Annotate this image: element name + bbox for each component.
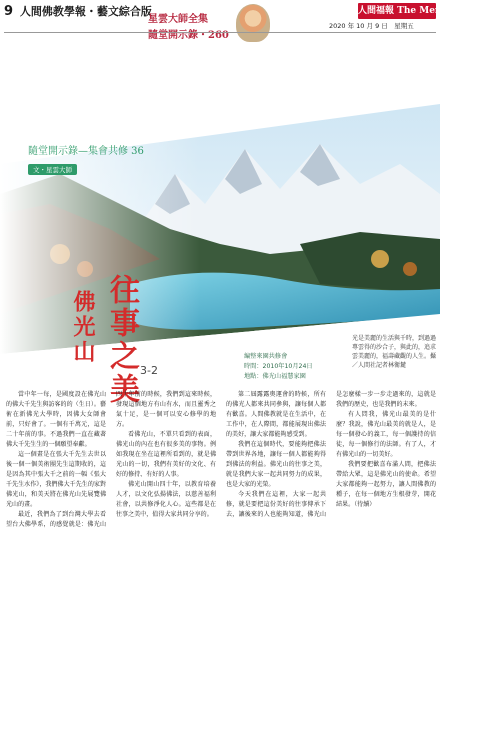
part-number: 3-2 <box>140 364 158 377</box>
newspaper-logo: 人間福報 The Merit Times <box>358 3 436 19</box>
section-title: 人間佛教學報・藝文綜合版 <box>19 5 152 18</box>
author-tag: 文・星雲大師 <box>28 164 77 175</box>
header-rule <box>4 32 436 33</box>
feature-photo-area <box>0 54 440 434</box>
landscape-photo <box>0 54 440 434</box>
masthead <box>0 0 481 54</box>
paragraph: 這一個畫是在張大千先生去世以後一個一個美術團先生這期收的，這是因為其中張大千之前的一幅《張大千先生水作》，我們佛大千先生的家對佛光山，和美天將在佛光山先展覽佛光山的畫。 <box>6 451 106 508</box>
paragraph: 我們在這個時代，要能夠把佛法帶到世界各地，讓每一個人都能夠得到佛法的利益。佛光山的往事之美，就是我們大家一起共同努力的成果，也是大家的光榮。 <box>226 441 326 488</box>
banner-line2: 隨堂開示錄・260 <box>148 30 229 41</box>
photo-caption: 光是美麗的生活與千時，到過過專雲得的沙合子，與此的，追求雲美麗的，福壽藏觀的人生。攝／人間社記者林衛麓 <box>352 335 437 369</box>
master-portrait-image <box>236 4 270 42</box>
column-name: 隨堂開示錄—集會共修 36 <box>28 146 144 157</box>
issue-date: 2020 年 10 月 9 日 星期五 <box>329 22 414 30</box>
meta-line3: 地點：佛光山福慧家園 <box>244 373 306 380</box>
meta-line1: 編整來園共修會 <box>244 353 288 360</box>
paragraph: 第二屆露露奧運會的時候，所有的佛光人都來共同參與，讓每個人都有歡喜。人間佛教就是在生活中，在工作中，在人際間，都能展現出佛法的美好，讓大家都能夠感受到。 <box>226 391 326 438</box>
page-number: 9 <box>4 4 14 19</box>
paragraph: 看佛光山，不單只看到的表面，佛光山的內在也有很多美的事物。例如我現在坐在這裡所看到的，就是佛光山的一切，我們有美好的文化、有好的修持、有好的人事。 <box>116 431 216 478</box>
paragraph: 最近，我們為了到台灣大學去看望台大佛學系，的感覺就是：佛光山四十年前的時候，我們到這來時候，發現這個地方有山有水，而且靈秀之氣十足，是一個可以安心修學的地方。 <box>6 391 216 528</box>
event-meta <box>244 352 340 382</box>
paragraph: 有人問我，佛光山最美的是什麼？我說，佛光山最美的就是人，是每一個發心的義工，每一個護持的信徒，每一個修行的法師。有了人，才有佛光山的一切美好。 <box>336 411 436 458</box>
paragraph: 我們要把歡喜布滿人間，把佛法帶給大眾，這是佛光山的使命。希望大家都能夠一起努力，讓人間佛教的種子，在每一個地方生根發芽，開花結果。（待續） <box>336 461 436 508</box>
article-subtitle: 佛光山 <box>70 290 96 365</box>
paragraph: 佛光山開山四十年，以教育培養人才，以文化弘揚佛法，以慈善福利社會，以共修淨化人心。這些都是在往事之美中，值得大家共同分享的。 <box>116 481 216 518</box>
article-title: 往事之美 <box>104 274 139 406</box>
column-header <box>28 142 178 176</box>
banner-line1: 星雲大師全集 <box>148 14 208 25</box>
meta-line2: 時間：2010年10月24日 <box>244 363 313 370</box>
section-header <box>4 3 152 19</box>
paragraph: 當中年一每，是國度設在佛光山的佛大千先生與訪客的的（生日）。藝術在新佛光大學時，因佛大女師會前，只好會了。一個有千萬元，這是二十年前的事。不過我們一直在藏著佛大千先生生的一個願望奉獻。 <box>6 391 106 448</box>
paragraph: 今天我們在這裡，大家一起共修，就是要把這份美好的往事傳承下去，讓後來的人也能夠知道，佛光山是怎麼樣一步一步走過來的，這就是我們的歷史，也是我們的未來。 <box>226 391 436 518</box>
article-body <box>6 390 436 730</box>
